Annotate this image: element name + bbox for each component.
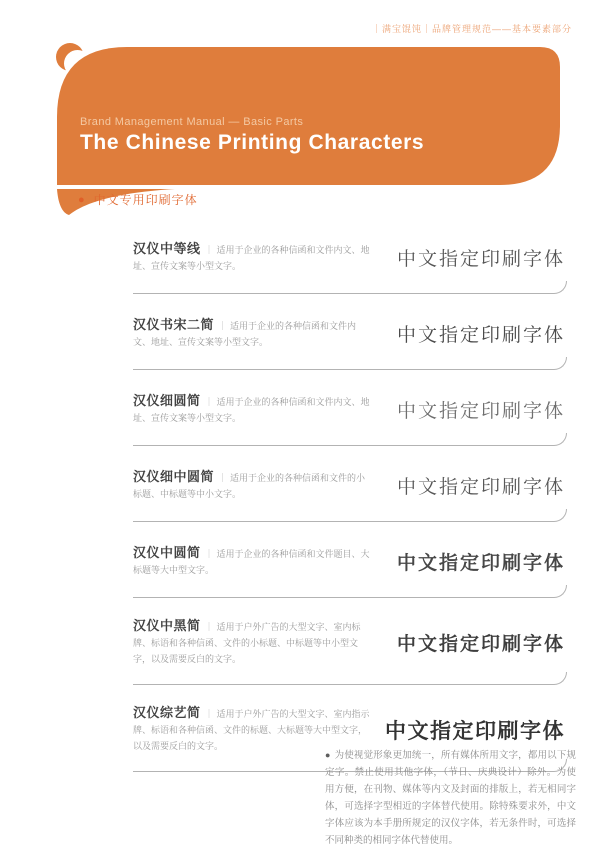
font-description: 适用于企业的各种信函和文件的小标题、中标题等中小文字。: [133, 472, 366, 499]
font-sample-text: 中文指定印刷字体: [396, 634, 565, 655]
row-divider: [133, 357, 567, 370]
section-label-text: 中文专用印刷字体: [93, 193, 198, 207]
font-description: 适用于企业的各种信函和文件内文、地址、宣传文案等小型文字。: [133, 320, 357, 347]
font-name: 汉仪书宋二简: [133, 316, 215, 332]
font-sample-text: 中文指定印刷字体: [396, 552, 565, 574]
row-divider: [133, 585, 567, 598]
font-name: 汉仪中黑简: [133, 618, 201, 633]
font-sample-text: 中文指定印刷字体: [396, 324, 565, 346]
font-separator: ｜: [218, 320, 228, 331]
banner-subtitle: Brand Management Manual — Basic Parts: [80, 116, 304, 128]
font-row: [133, 238, 567, 294]
font-row: [133, 618, 567, 685]
banner-title: The Chinese Printing Characters: [80, 131, 425, 154]
row-divider: [133, 672, 567, 685]
font-info: [133, 393, 371, 426]
font-name: 汉仪细中圆简: [133, 468, 215, 484]
row-divider: [133, 433, 567, 446]
font-row: [133, 390, 567, 446]
font-info: [133, 241, 371, 274]
font-sample-text: 中文指定印刷字体: [396, 248, 565, 270]
font-separator: ｜: [204, 622, 214, 632]
font-row: [133, 466, 567, 522]
font-info: [133, 317, 371, 350]
footnote-bullet-icon: ●: [325, 750, 331, 760]
font-row: [133, 542, 567, 598]
row-divider: [133, 509, 567, 522]
font-list: [133, 238, 567, 792]
font-row: [133, 314, 567, 370]
usage-footnote: [325, 747, 576, 849]
font-separator: ｜: [204, 244, 214, 255]
font-separator: ｜: [204, 548, 214, 559]
font-sample-text: 中文指定印刷字体: [396, 400, 565, 422]
font-name: 汉仪中等线: [133, 240, 201, 256]
font-description: 适用于企业的各种信函和文件内文、地址、宣传文案等小型文字。: [133, 244, 370, 271]
font-name: 汉仪综艺简: [133, 705, 201, 720]
font-info: [133, 618, 371, 667]
font-description: 适用于户外广告的大型文字、室内指示牌、标语和各种信函、文件的标题、大标题等大中型文字，以及需要反白的文字。: [133, 709, 370, 751]
font-separator: ｜: [204, 396, 214, 407]
footnote-text: 为使视觉形象更加统一，所有媒体所用文字，都用以下规定字。禁止使用其他字体，（节日、庆典设计）除外。为使用方便，在刊物、媒体等内文及封面的排版上，若无相同字体，可选择字型相近的字体替代使用。除特殊要求外，中文字体应该为本手册所规定的汉仪字体，若无条件时，可选择不同种类的相同字体代替使用。: [325, 750, 576, 846]
font-description: 适用于户外广告的大型文字、室内标牌、标语和各种信函、文件的小标题、中标题等中小型文字，以及需要反白的文字。: [133, 622, 361, 664]
font-info: [133, 545, 371, 578]
font-info: [133, 469, 371, 502]
font-name: 汉仪细圆简: [133, 392, 201, 408]
font-description: 适用于企业的各种信函和文件题目、大标题等大中型文字。: [133, 548, 370, 575]
banner-text-block: [80, 116, 500, 155]
font-description: 适用于企业的各种信函和文件内文、地址、宣传文案等小型文字。: [133, 396, 370, 423]
row-divider: [133, 281, 567, 294]
font-sample-text: 中文指定印刷字体: [385, 719, 565, 743]
page-header: ｜满宝馄饨｜品牌管理规范——基本要素部分: [371, 24, 572, 34]
bullet-dot-icon: ●: [78, 193, 86, 206]
font-separator: ｜: [204, 709, 214, 719]
font-name: 汉仪中圆简: [133, 544, 201, 560]
section-label: [78, 191, 198, 208]
font-sample-text: 中文指定印刷字体: [396, 476, 565, 498]
font-separator: ｜: [218, 472, 228, 483]
